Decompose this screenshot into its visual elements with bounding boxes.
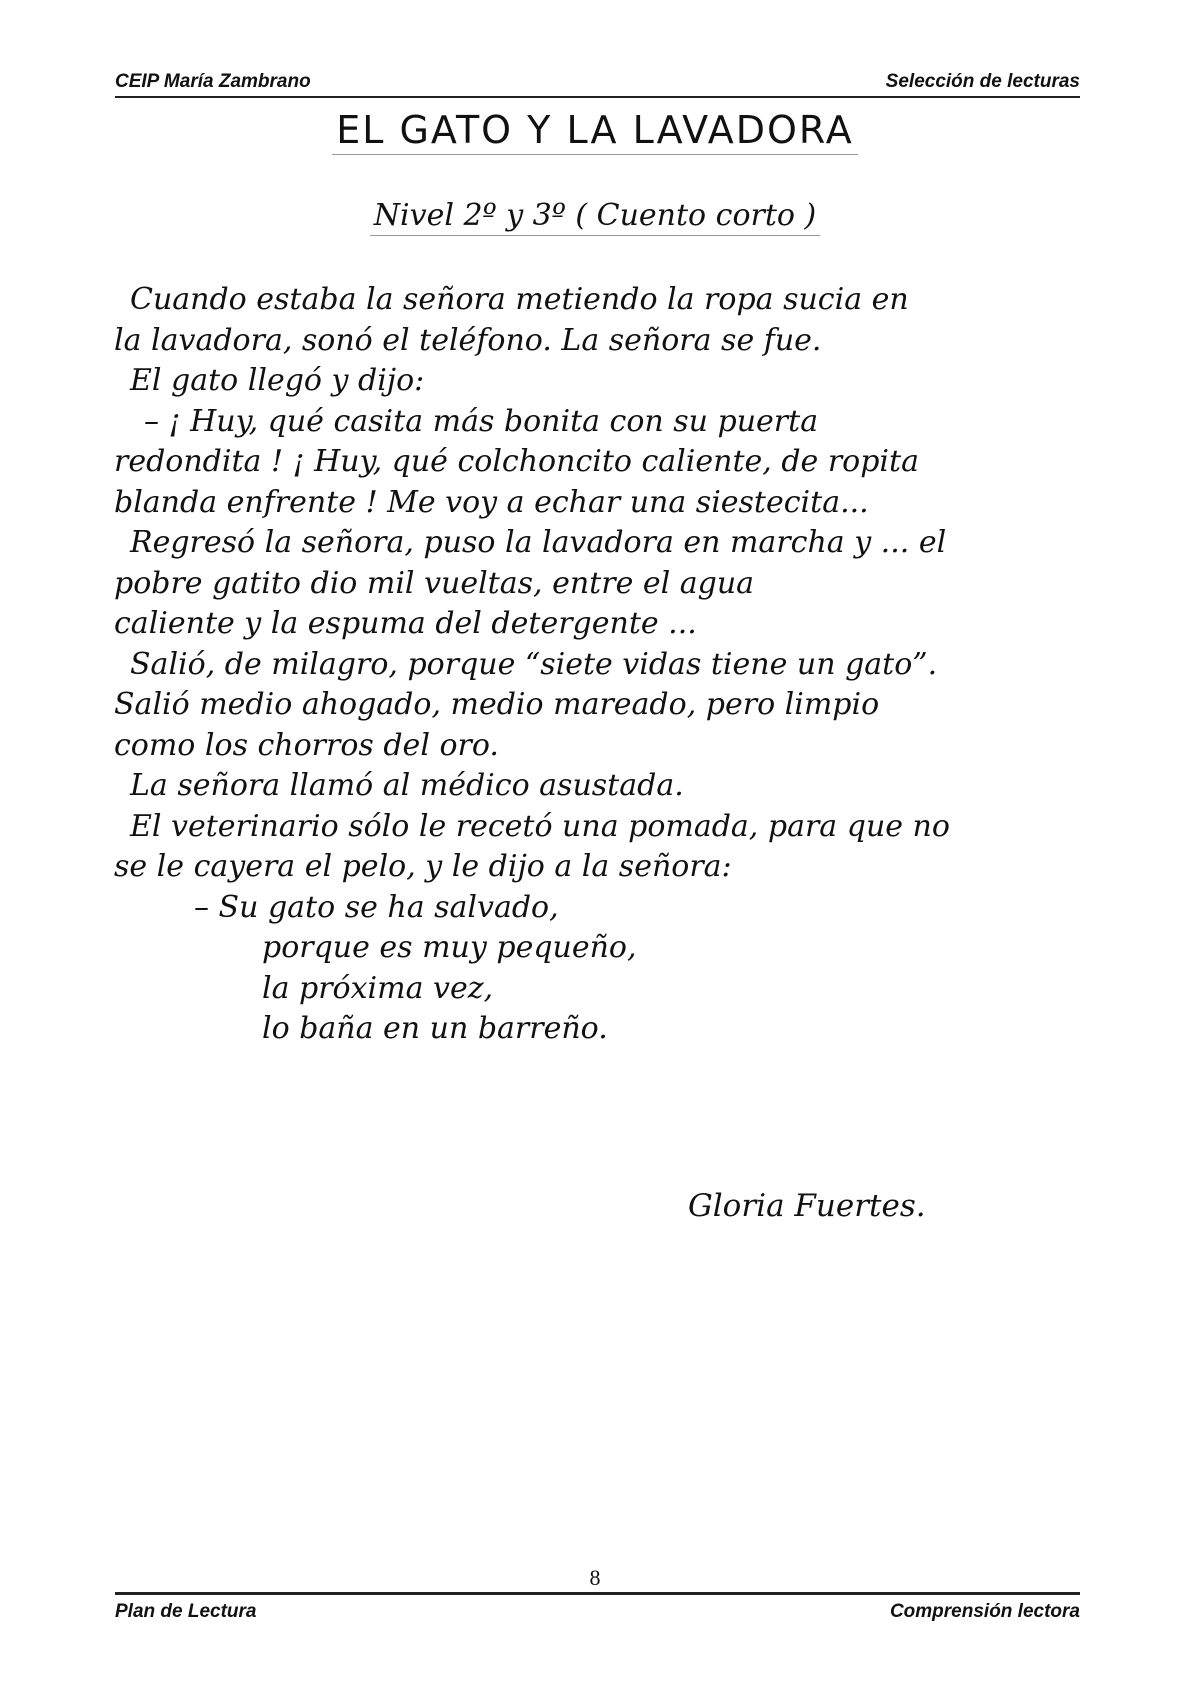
- header-section-title: Selección de lecturas: [885, 71, 1080, 92]
- page-footer: [115, 1592, 1080, 1625]
- story-subtitle-text: Nivel 2º y 3º ( Cuento corto ): [370, 198, 820, 236]
- story-title-text: EL GATO Y LA LAVADORA: [332, 108, 858, 155]
- story-line: – Su gato se ha salvado,: [194, 889, 559, 925]
- story-line: Salió medio ahogado, medio mareado, pero limpio: [114, 687, 880, 722]
- story-subtitle: [0, 198, 1190, 236]
- story-line: El gato llegó y dijo:: [130, 363, 425, 398]
- story-line: redondita ! ¡ Huy, qué colchoncito caliente, de ropita: [114, 444, 919, 479]
- story-line: como los chorros del oro.: [114, 727, 499, 763]
- story-line: pobre gatito dio mil vueltas, entre el agua: [114, 565, 755, 601]
- footer-section-title: Comprensión lectora: [889, 1601, 1080, 1622]
- story-line: caliente y la espuma del detergente ...: [114, 606, 697, 641]
- story-line: Regresó la señora, puso la lavadora en marcha y ... el: [130, 525, 947, 560]
- story-line: lo baña en un barreño.: [262, 1011, 608, 1046]
- story-title: [0, 108, 1190, 155]
- story-line: La señora llamó al médico asustada.: [130, 768, 684, 803]
- story-line: se le cayera el pelo, y le dijo a la señora:: [114, 849, 732, 884]
- story-line: – ¡ Huy, qué casita más bonita con su puerta: [144, 403, 819, 439]
- story-line: la lavadora, sonó el teléfono. La señora se fue.: [114, 322, 822, 358]
- story-line: blanda enfrente ! Me voy a echar una siestecita...: [114, 484, 869, 520]
- header-school-name: CEIP María Zambrano: [115, 71, 311, 92]
- story-line: la próxima vez,: [262, 970, 494, 1006]
- page-number: 8: [589, 1565, 601, 1590]
- story-line: Salió, de milagro, porque “siete vidas tiene un gato”.: [130, 646, 938, 682]
- story-author: Gloria Fuertes.: [688, 1188, 926, 1224]
- page-header: [115, 70, 1080, 98]
- footer-plan-title: Plan de Lectura: [115, 1601, 257, 1622]
- story-body: [114, 280, 1074, 1050]
- story-line: El veterinario sólo le recetó una pomada, para que no: [130, 808, 950, 844]
- story-line: porque es muy pequeño,: [262, 930, 637, 965]
- story-line: Cuando estaba la señora metiendo la ropa sucia en: [130, 282, 909, 317]
